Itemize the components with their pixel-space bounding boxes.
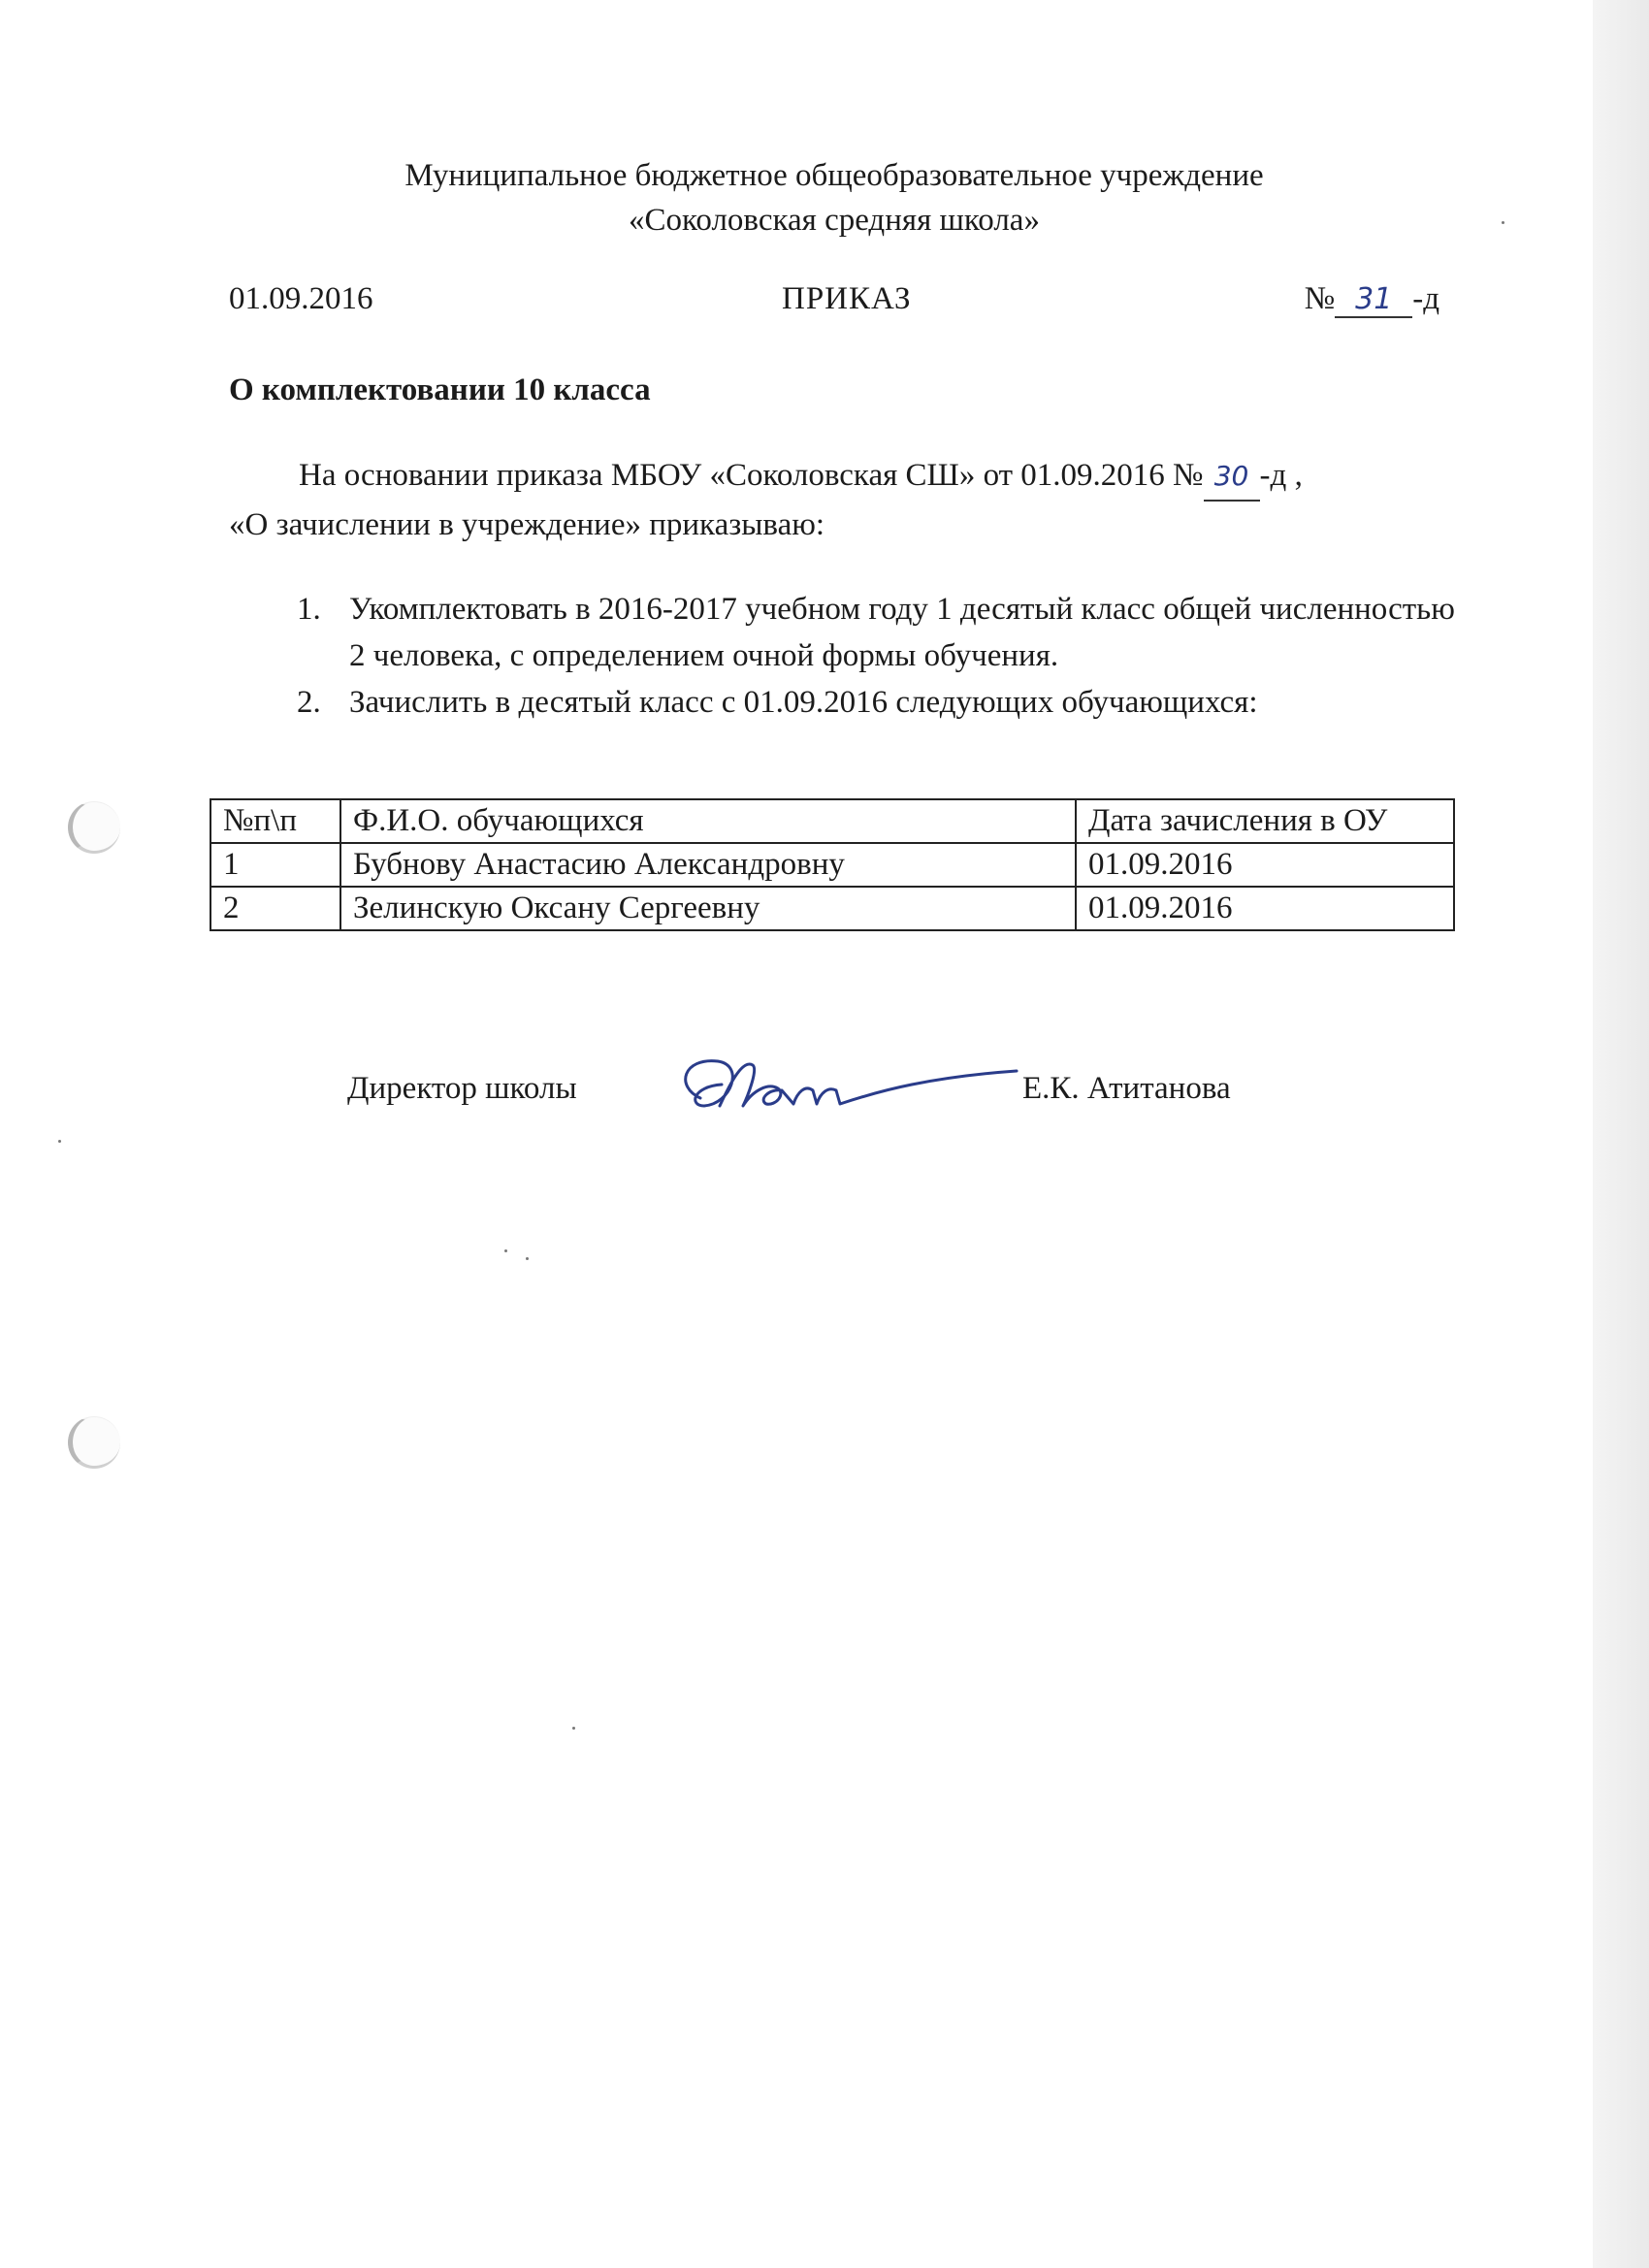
handwritten-order-number: 31 [1335, 282, 1412, 318]
order-items-list [297, 586, 1461, 726]
order-date: 01.09.2016 [229, 281, 373, 316]
order-subject: О комплектовании 10 класса [229, 373, 651, 407]
basis-number-suffix: -д , [1259, 458, 1303, 493]
scan-page-edge [1593, 0, 1649, 2268]
institution-line-1: Муниципальное бюджетное общеобразовательное учреждение [404, 158, 1264, 193]
institution-header [0, 153, 1649, 243]
punch-hole-top [68, 801, 120, 854]
list-item-number: 2. [297, 685, 321, 720]
punch-hole-bottom [68, 1416, 120, 1469]
order-title: ПРИКАЗ [782, 281, 912, 316]
handwritten-ref-number: 30 [1204, 453, 1260, 502]
table-header-row [210, 799, 1454, 843]
list-item [297, 679, 1461, 726]
basis-paragraph [229, 452, 1480, 548]
signature-block [347, 1048, 1317, 1135]
list-item-text: Укомплектовать в 2016-2017 учебном году 1 десятый класс общей численностью 2 человека, с определением очной формы обучения. [349, 592, 1455, 673]
order-number [1305, 281, 1439, 318]
cell-name: Зелинскую Оксану Сергеевну [340, 887, 1076, 930]
table-row [210, 887, 1454, 930]
list-item-number: 1. [297, 592, 321, 627]
cell-date: 01.09.2016 [1076, 887, 1454, 930]
cell-date: 01.09.2016 [1076, 843, 1454, 887]
header-number: №п\п [210, 799, 340, 843]
cell-number: 1 [210, 843, 340, 887]
signer-name: Е.К. Атитанова [1022, 1071, 1231, 1106]
order-line [229, 281, 1480, 328]
institution-line-2: «Соколовская средняя школа» [629, 203, 1040, 238]
cell-name: Бубнову Анастасию Александровну [340, 843, 1076, 887]
students-table [210, 798, 1455, 931]
scan-speck [504, 1249, 507, 1252]
order-number-suffix: -д [1412, 281, 1439, 316]
header-enrollment-date: Дата зачисления в ОУ [1076, 799, 1454, 843]
scan-speck [526, 1257, 529, 1260]
signer-role: Директор школы [347, 1071, 577, 1106]
scan-speck [58, 1140, 61, 1143]
list-item [297, 586, 1461, 679]
number-sign: № [1304, 281, 1336, 316]
basis-line-1 [229, 452, 1480, 502]
scan-speck [572, 1727, 575, 1730]
basis-text: На основании приказа МБОУ «Соколовская СШ» от 01.09.2016 № [299, 458, 1204, 493]
header-name: Ф.И.О. обучающихся [340, 799, 1076, 843]
cell-number: 2 [210, 887, 340, 930]
basis-line-2: «О зачислении в учреждение» приказываю: [229, 507, 825, 542]
table-row [210, 843, 1454, 887]
list-item-text: Зачислить в десятый класс с 01.09.2016 следующих обучающихся: [349, 685, 1258, 720]
